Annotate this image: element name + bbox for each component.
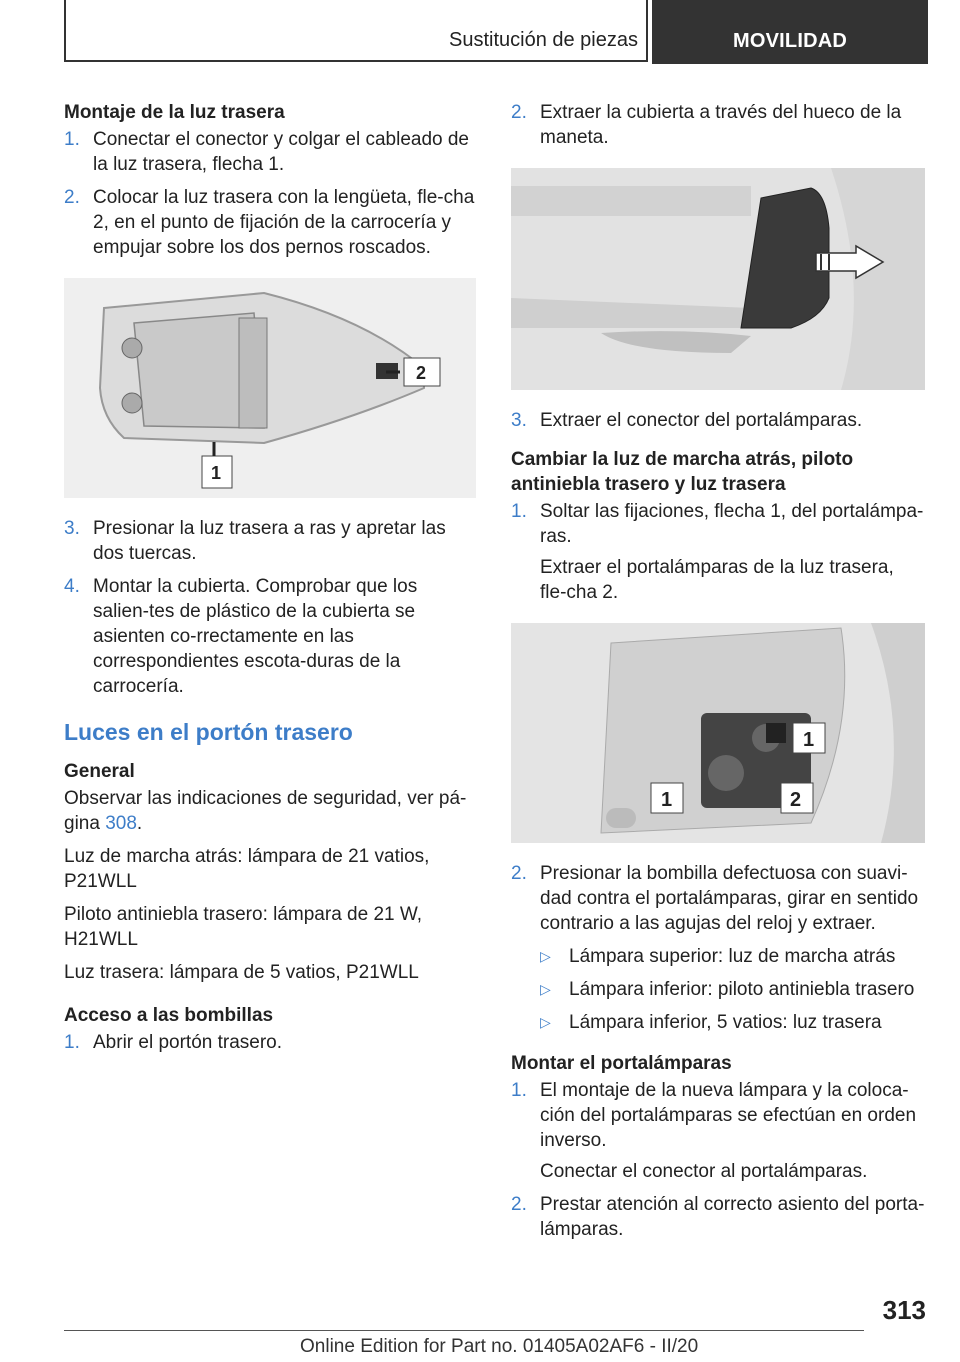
list-item <box>511 1192 925 1242</box>
page-number: 313 <box>882 1295 926 1325</box>
step-main-text: Soltar las fijaciones, flecha 1, del portalámpa‐ras. <box>540 501 924 547</box>
list-item <box>511 408 925 433</box>
list-item <box>64 1030 476 1055</box>
step-number: 2. <box>511 102 527 123</box>
general-paragraph: Piloto antiniebla trasero: lámpara de 21 W, H21WLL <box>64 904 423 950</box>
step-extra-text: Extraer el portalámparas de la luz trasera, fle‐cha 2. <box>540 557 894 603</box>
callout-1-upper: 1 <box>803 729 815 751</box>
step-number: 1. <box>64 1032 80 1053</box>
callout-2: 2 <box>416 363 427 383</box>
list-item <box>511 1078 925 1184</box>
section-title: Sustitución de piezas <box>448 29 638 51</box>
step-text <box>540 499 925 605</box>
general-text-end: . <box>136 813 143 834</box>
step-number: 3. <box>511 410 527 431</box>
tail-light-illustration <box>64 278 476 498</box>
lamp-holder-illustration <box>511 623 925 843</box>
step-text: Prestar atención al correcto asiento del porta‐lámparas. <box>540 1194 925 1240</box>
page-link[interactable]: 308 <box>105 813 137 834</box>
general-title: General <box>64 761 135 782</box>
step-text: Extraer el conector del portalámparas. <box>540 410 863 431</box>
step-text: Abrir el portón trasero. <box>93 1032 283 1053</box>
bullet-item <box>540 1010 925 1035</box>
callout-2: 2 <box>790 789 802 811</box>
callout-1: 1 <box>211 463 222 483</box>
bullet-text: Lámpara superior: luz de marcha atrás <box>569 946 896 967</box>
lamp-holder-figure <box>511 623 925 843</box>
bullet-triangle-icon: ▷ <box>540 1014 551 1030</box>
step-number: 2. <box>511 1194 527 1215</box>
step-text: Colocar la luz trasera con la lengüeta, fle‐cha 2, en el punto de fijación de la carrocería y empujar sobre los dos pernos roscados. <box>93 187 475 258</box>
list-item <box>64 185 476 260</box>
step-text: Extraer la cubierta a través del hueco de la maneta. <box>540 102 902 148</box>
cambiar-title: Cambiar la luz de marcha atrás, piloto antiniebla trasero y luz trasera <box>511 449 854 495</box>
general-paragraph <box>64 786 476 836</box>
tailgate-cover-illustration <box>511 168 925 390</box>
step-main-text: El montaje de la nueva lámpara y la coloca‐ción del portalámparas se efectúan en orden inverso. <box>540 1080 917 1151</box>
left-column <box>64 100 476 1063</box>
list-item <box>511 100 925 150</box>
bullet-triangle-icon: ▷ <box>540 981 551 997</box>
step-number: 2. <box>64 187 80 208</box>
general-paragraph: Luz de marcha atrás: lámpara de 21 vatios, P21WLL <box>64 846 430 892</box>
bullet-triangle-icon: ▷ <box>540 948 551 964</box>
footer-divider <box>64 1330 864 1331</box>
callout-1-lower: 1 <box>661 789 673 811</box>
step-text: Montar la cubierta. Comprobar que los salien‐tes de plástico de la cubierta se asienten co‐rrectamente en las correspondientes escota‐duras de la carrocería. <box>93 576 418 697</box>
list-item <box>511 499 925 605</box>
bullet-text: Lámpara inferior: piloto antiniebla trasero <box>569 979 915 1000</box>
step-number: 1. <box>64 129 80 150</box>
step-text <box>540 1078 925 1184</box>
right-column <box>511 100 925 1250</box>
step-text: Presionar la luz trasera a ras y apretar las dos tuercas. <box>93 518 446 564</box>
step-extra-text: Conectar el conector al portalámparas. <box>540 1161 868 1182</box>
montaje-title: Montaje de la luz trasera <box>64 102 285 123</box>
step-number: 4. <box>64 576 80 597</box>
step-number: 1. <box>511 1080 527 1101</box>
step-number: 3. <box>64 518 80 539</box>
section-heading: Luces en el portón trasero <box>64 719 353 745</box>
page-header <box>64 0 928 64</box>
chapter-tab: MOVILIDAD <box>652 0 928 64</box>
general-text: Observar las indicaciones de seguridad, ver pá‐gina <box>64 788 467 834</box>
bullet-item <box>540 977 925 1002</box>
bullet-text: Lámpara inferior, 5 vatios: luz trasera <box>569 1012 882 1033</box>
tailgate-figure <box>511 168 925 390</box>
acceso-title: Acceso a las bombillas <box>64 1005 274 1026</box>
step-number: 2. <box>511 863 527 884</box>
tail-light-figure <box>64 278 476 498</box>
list-item <box>64 574 476 699</box>
list-item <box>511 861 925 936</box>
step-number: 1. <box>511 501 527 522</box>
general-paragraph: Luz trasera: lámpara de 5 vatios, P21WLL <box>64 962 419 983</box>
edition-footer: Online Edition for Part no. 01405A02AF6 - II/20 <box>300 1336 699 1357</box>
list-item <box>64 127 476 177</box>
list-item <box>64 516 476 566</box>
step-text: Conectar el conector y colgar el cableado de la luz trasera, flecha 1. <box>93 129 470 175</box>
step-text: Presionar la bombilla defectuosa con suavi‐dad contra el portalámparas, girar en sentido contrario a las agujas del reloj y extraer. <box>540 863 919 934</box>
bullet-item <box>540 944 925 969</box>
montar-title: Montar el portalámparas <box>511 1053 732 1074</box>
